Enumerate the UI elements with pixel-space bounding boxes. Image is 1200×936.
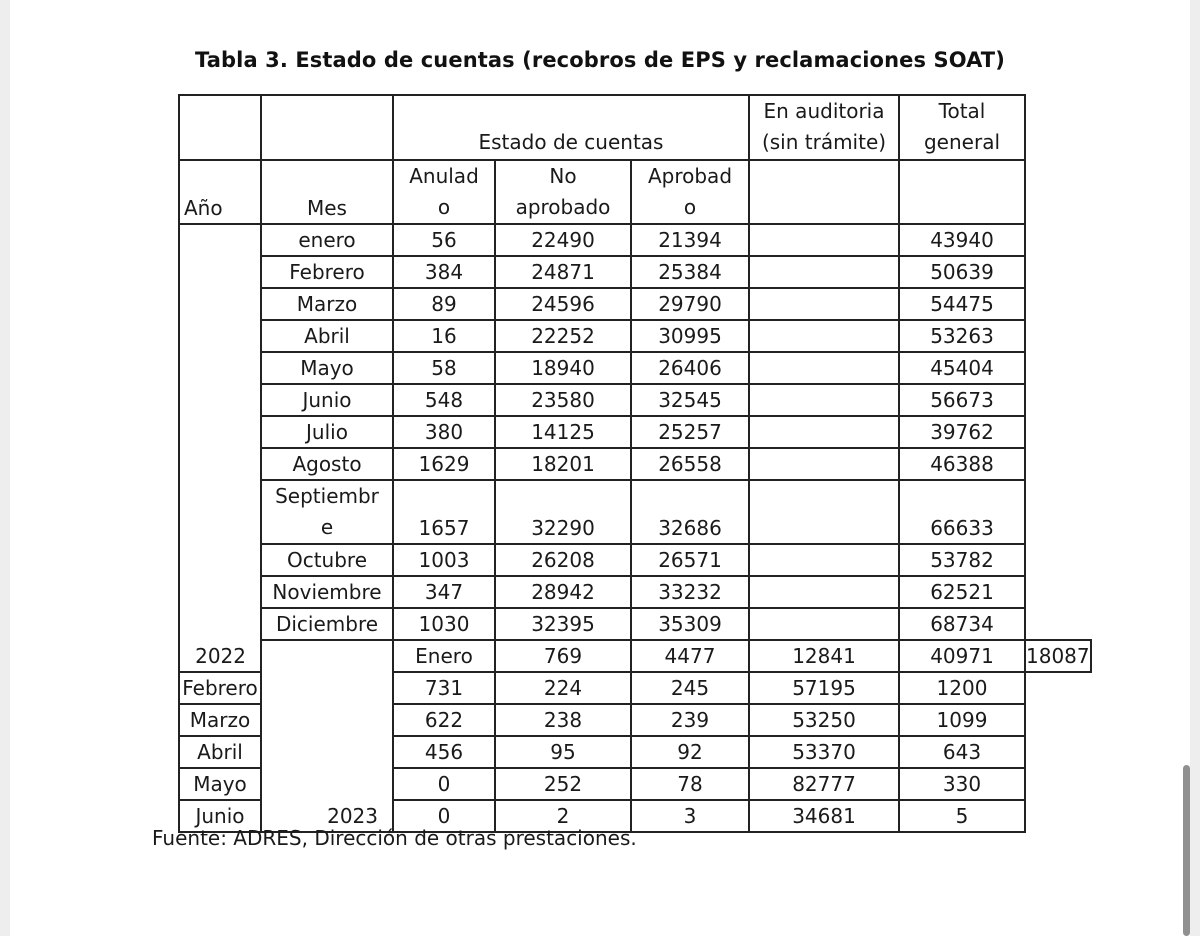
anulado-cell: 89 [393, 288, 495, 320]
anulado-cell: 0 [393, 800, 495, 832]
total-cell: 643 [899, 736, 1025, 768]
no-aprobado-cell: 24596 [495, 288, 631, 320]
header-row-2 [179, 160, 1091, 224]
auditoria-cell [749, 480, 899, 544]
table-row [179, 288, 1091, 320]
total-cell: 330 [899, 768, 1025, 800]
month-cell: Febrero [261, 256, 393, 288]
aprobado-cell: 12841 [749, 640, 899, 672]
aprobado-cell: 25257 [631, 416, 749, 448]
total-cell: 50639 [899, 256, 1025, 288]
header-estado-group: Estado de cuentas [393, 95, 749, 160]
header-empty-cell [899, 160, 1025, 224]
total-cell: 53263 [899, 320, 1025, 352]
month-cell: Marzo [261, 288, 393, 320]
aprobado-cell: 30995 [631, 320, 749, 352]
total-cell: 43940 [899, 224, 1025, 256]
auditoria-cell: 82777 [749, 768, 899, 800]
no-aprobado-cell: 22252 [495, 320, 631, 352]
no-aprobado-cell: 252 [495, 768, 631, 800]
total-cell: 53782 [899, 544, 1025, 576]
total-cell: 56673 [899, 384, 1025, 416]
total-cell: 5 [899, 800, 1025, 832]
year-2023: 2023 [261, 640, 393, 832]
auditoria-cell [749, 608, 899, 640]
month-cell: Septiembr e [261, 480, 393, 544]
auditoria-cell [749, 256, 899, 288]
header-row-1 [179, 95, 1091, 160]
table-row [179, 320, 1091, 352]
auditoria-cell [749, 448, 899, 480]
no-aprobado-cell: 18940 [495, 352, 631, 384]
table-row [179, 384, 1091, 416]
month-cell: Abril [179, 736, 261, 768]
no-aprobado-cell: 23580 [495, 384, 631, 416]
table-row [179, 544, 1091, 576]
total-cell: 62521 [899, 576, 1025, 608]
anulado-cell: 622 [393, 704, 495, 736]
aprobado-cell: 33232 [631, 576, 749, 608]
month-cell: enero [261, 224, 393, 256]
total-cell: 45404 [899, 352, 1025, 384]
month-cell: Octubre [261, 544, 393, 576]
auditoria-cell: 34681 [749, 800, 899, 832]
aprobado-cell: 35309 [631, 608, 749, 640]
accounts-table [178, 94, 1092, 833]
year-2022: 2022 [179, 224, 261, 672]
aprobado-cell: 32545 [631, 384, 749, 416]
anulado-cell: 456 [393, 736, 495, 768]
no-aprobado-cell: 95 [495, 736, 631, 768]
month-cell: Mayo [261, 352, 393, 384]
aprobado-cell: 26558 [631, 448, 749, 480]
aprobado-cell: 32686 [631, 480, 749, 544]
month-cell: Mayo [179, 768, 261, 800]
anulado-cell: 380 [393, 416, 495, 448]
anulado-cell: 731 [393, 672, 495, 704]
header-total: Total general [899, 95, 1025, 160]
table-row [179, 448, 1091, 480]
total-cell: 1200 [899, 672, 1025, 704]
auditoria-cell: 40971 [899, 640, 1025, 672]
anulado-cell: 769 [495, 640, 631, 672]
aprobado-cell: 239 [631, 704, 749, 736]
anulado-cell: 347 [393, 576, 495, 608]
no-aprobado-cell: 32290 [495, 480, 631, 544]
total-cell: 54475 [899, 288, 1025, 320]
no-aprobado-cell: 18201 [495, 448, 631, 480]
no-aprobado-cell: 28942 [495, 576, 631, 608]
no-aprobado-cell: 238 [495, 704, 631, 736]
month-cell: Marzo [179, 704, 261, 736]
aprobado-cell: 26406 [631, 352, 749, 384]
anulado-cell: 1629 [393, 448, 495, 480]
header-auditoria: En auditoria (sin trámite) [749, 95, 899, 160]
aprobado-cell: 245 [631, 672, 749, 704]
auditoria-cell: 57195 [749, 672, 899, 704]
aprobado-cell: 3 [631, 800, 749, 832]
aprobado-cell: 25384 [631, 256, 749, 288]
no-aprobado-cell: 32395 [495, 608, 631, 640]
anulado-cell: 384 [393, 256, 495, 288]
auditoria-cell [749, 352, 899, 384]
total-cell: 68734 [899, 608, 1025, 640]
page-right-margin [1190, 0, 1200, 936]
table-row [179, 416, 1091, 448]
anulado-cell: 548 [393, 384, 495, 416]
total-cell: 66633 [899, 480, 1025, 544]
header-no-aprobado: No aprobado [495, 160, 631, 224]
vertical-scrollbar[interactable] [1183, 765, 1190, 936]
auditoria-cell [749, 288, 899, 320]
month-cell: Noviembre [261, 576, 393, 608]
anulado-cell: 58 [393, 352, 495, 384]
table-row [179, 480, 1091, 544]
anulado-cell: 0 [393, 768, 495, 800]
table-row [179, 576, 1091, 608]
table-row [179, 608, 1091, 640]
header-ano: Año [179, 160, 261, 224]
no-aprobado-cell: 2 [495, 800, 631, 832]
no-aprobado-cell: 224 [495, 672, 631, 704]
header-anulado: Anulad o [393, 160, 495, 224]
no-aprobado-cell: 22490 [495, 224, 631, 256]
table-row [179, 640, 1091, 672]
table-row [179, 256, 1091, 288]
auditoria-cell: 53250 [749, 704, 899, 736]
month-cell: Enero [393, 640, 495, 672]
table-row [179, 352, 1091, 384]
auditoria-cell [749, 224, 899, 256]
no-aprobado-cell: 24871 [495, 256, 631, 288]
aprobado-cell: 21394 [631, 224, 749, 256]
total-cell: 46388 [899, 448, 1025, 480]
anulado-cell: 1003 [393, 544, 495, 576]
auditoria-cell [749, 416, 899, 448]
page-left-margin [0, 0, 10, 936]
total-cell: 18087 [1025, 640, 1091, 672]
header-mes: Mes [261, 160, 393, 224]
month-cell: Agosto [261, 448, 393, 480]
anulado-cell: 1657 [393, 480, 495, 544]
month-cell: Junio [261, 384, 393, 416]
auditoria-cell: 53370 [749, 736, 899, 768]
header-empty-cell [749, 160, 899, 224]
total-cell: 1099 [899, 704, 1025, 736]
month-cell: Diciembre [261, 608, 393, 640]
auditoria-cell [749, 320, 899, 352]
auditoria-cell [749, 576, 899, 608]
no-aprobado-cell: 14125 [495, 416, 631, 448]
aprobado-cell: 26571 [631, 544, 749, 576]
aprobado-cell: 92 [631, 736, 749, 768]
month-cell: Abril [261, 320, 393, 352]
month-cell: Junio [179, 800, 261, 832]
anulado-cell: 56 [393, 224, 495, 256]
no-aprobado-cell: 4477 [631, 640, 749, 672]
no-aprobado-cell: 26208 [495, 544, 631, 576]
header-aprobado: Aprobad o [631, 160, 749, 224]
aprobado-cell: 29790 [631, 288, 749, 320]
source-note: Fuente: ADRES, Dirección de otras prestaciones. [152, 826, 637, 850]
auditoria-cell [749, 384, 899, 416]
anulado-cell: 16 [393, 320, 495, 352]
header-empty-cell [179, 95, 261, 160]
anulado-cell: 1030 [393, 608, 495, 640]
month-cell: Julio [261, 416, 393, 448]
total-cell: 39762 [899, 416, 1025, 448]
month-cell: Febrero [179, 672, 261, 704]
table-title: Tabla 3. Estado de cuentas (recobros de EPS y reclamaciones SOAT) [195, 48, 1005, 72]
table-row [179, 224, 1091, 256]
aprobado-cell: 78 [631, 768, 749, 800]
auditoria-cell [749, 544, 899, 576]
header-empty-cell [261, 95, 393, 160]
